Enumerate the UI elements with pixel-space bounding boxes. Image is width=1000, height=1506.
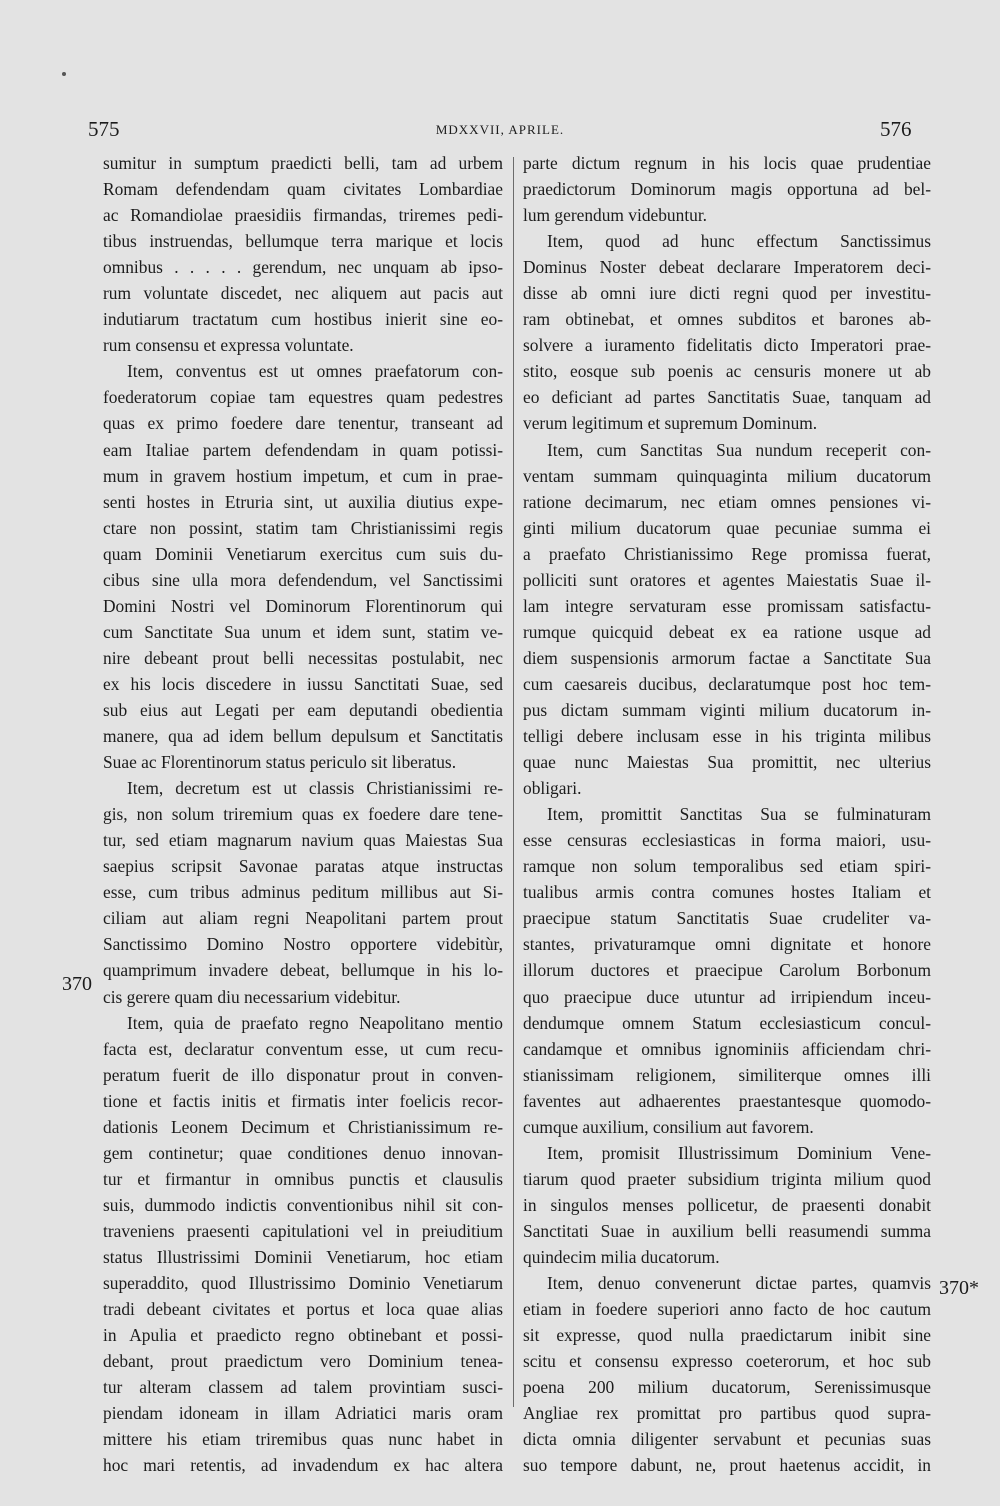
- text-line: diem suspensionis armorum factae a Sanctitate Sua: [523, 647, 931, 668]
- text-line: suis, dummodo indictis conventionibus nihil sit con-: [103, 1194, 503, 1215]
- text-line: etiam in foedere superiori anno facto de hoc cautum: [523, 1299, 931, 1320]
- text-line: candamque et omnibus ignominiis afficiendam chri-: [523, 1038, 931, 1059]
- text-line: in singulos menses pollicetur, de praesenti donabit: [523, 1194, 931, 1215]
- text-line: ventam summam quinquaginta milium ducatorum: [523, 465, 931, 486]
- text-line: sumitur in sumptum praedicti belli, tam ad urbem: [103, 153, 503, 173]
- text-line: tibus instruendas, bellumque terra marique et locis: [103, 231, 503, 252]
- text-line: solvere a iuramento fidelitatis dicto Imperatori prae-: [523, 335, 931, 356]
- text-line: dendumque omnem Statum ecclesiasticum concul-: [523, 1012, 931, 1033]
- ink-spot: [62, 72, 66, 76]
- text-line: quae nunc Maiestas Sua promittit, nec ulterius: [523, 752, 931, 773]
- text-line: Item, decretum est ut classis Christianissimi re-: [127, 778, 503, 799]
- text-line: manere, qua ad idem bellum depulsum et Sanctitatis: [103, 726, 503, 747]
- text-line: ex his locis discedere in iussu Sanctitati Suae, sed: [103, 673, 503, 694]
- text-line: quam Dominii Venetiarum exercitus cum suis du-: [103, 543, 503, 564]
- text-line: esse censuras ecclesiasticas in forma maiori, usu-: [523, 830, 931, 851]
- text-line: quamprimum invadere debeat, bellumque in his lo-: [103, 960, 503, 981]
- text-line: disse ab omni iure dicti regni quod per investitu-: [523, 283, 931, 304]
- text-line: mum in gravem hostium impetum, et cum in prae-: [103, 465, 503, 486]
- right-page-number: 576: [880, 117, 912, 141]
- running-title: MDXXVII, APRILE.: [435, 122, 565, 137]
- text-line: lum gerendum videbuntur.: [523, 205, 708, 226]
- text-line: saepius scripsit Savonae paratas atque instructas: [103, 856, 503, 877]
- text-line: tradi debeant civitates et portus et loca quae alias: [103, 1299, 503, 1320]
- text-line: cumque auxilium, consilium aut favorem.: [523, 1116, 814, 1137]
- text-line: tualibus armis contra comunes hostes Italiam et: [523, 882, 931, 903]
- text-line: eo deficiant ad partes Sanctitatis Suae, tanquam ad: [523, 387, 931, 408]
- left-page-number: 575: [88, 117, 120, 141]
- text-line: cum caesareis ducibus, declaratumque post hoc tem-: [523, 673, 931, 694]
- text-line: dationis Leonem Decimum et Christianissimum re-: [103, 1116, 503, 1137]
- text-line: facta est, declaratur conventum esse, ut cum recu-: [103, 1038, 503, 1059]
- text-line: stito, eosque sub poenis ac censuris monere ut ab: [523, 361, 931, 382]
- text-line: omnibus . . . . . gerendum, nec unquam ab ipso-: [103, 257, 503, 278]
- left-text-column: [103, 150, 503, 1478]
- text-line: Sanctissimo Domino Nostro opportere videbitùr,: [103, 934, 503, 955]
- text-line: quas ex primo foedere dare tenentur, transeant ad: [103, 413, 503, 434]
- text-line: Item, cum Sanctitas Sua nundum receperit con-: [547, 439, 931, 460]
- text-line: eam Italiae partem defendendam in quam potissi-: [103, 439, 503, 460]
- text-line: ctare non possint, statim tam Christianissimi regis: [103, 517, 503, 538]
- column-divider: [513, 157, 514, 1407]
- text-line: quindecim milia ducatorum.: [523, 1246, 720, 1267]
- text-line: praedictorum Dominorum magis opportuna ad bel-: [523, 179, 931, 200]
- text-line: ginti milium ducatorum quae pecuniae summa ei: [523, 517, 931, 538]
- text-line: ratione decimarum, nec etiam omnes pensiones vi-: [523, 491, 931, 512]
- text-line: stianissimam religionem, similiterque omnes illi: [523, 1064, 931, 1085]
- text-line: indutiarum tractatum cum hostibus inierit sine eo-: [103, 309, 503, 330]
- text-line: sit expresse, quod nulla praedictarum inibit sine: [523, 1325, 931, 1346]
- text-line: stantes, privaturamque omni dignitate et honore: [523, 934, 931, 955]
- text-line: Sanctitati Suae in auxilium belli reasumendi summa: [523, 1220, 931, 1241]
- text-line: Suae ac Florentinorum status periculo sit liberatus.: [103, 752, 457, 773]
- right-text-column: [523, 150, 931, 1478]
- text-line: lam integre servaturam esse promissam satisfactu-: [523, 595, 931, 616]
- text-line: Item, quia de praefato regno Neapolitano mentio: [127, 1012, 503, 1033]
- text-line: suo tempore dabunt, ne, prout haetenus accidit, in: [523, 1455, 931, 1476]
- text-line: cum Sanctitate Sua unum et idem sunt, statim ve-: [103, 621, 503, 642]
- text-line: Domini Nostri vel Dominorum Florentinorum qui: [103, 595, 503, 616]
- text-line: obligari.: [523, 778, 582, 799]
- text-line: in Apulia et praedicto regno obtinebant et possi-: [103, 1325, 503, 1346]
- text-line: Dominus Noster debeat declarare Imperatorem deci-: [523, 257, 931, 278]
- right-margin-number: 370*: [939, 1277, 979, 1299]
- text-line: gis, non solum triremium quas ex foedere dare tene-: [103, 804, 503, 825]
- text-line: scitu et consensu expresso coeterorum, et hoc sub: [523, 1351, 931, 1372]
- text-line: tur alteram classem ad talem provintiam susci-: [103, 1377, 503, 1398]
- text-line: tiarum quod praeter subsidium triginta milium quod: [523, 1168, 931, 1189]
- text-line: foederatorum copiae tam equestres quam pedestres: [103, 387, 503, 408]
- text-line: traveniens praesenti capitulationi vel in preiuditium: [103, 1220, 503, 1241]
- text-line: cibus sine ulla mora defendendum, vel Sanctissimi: [103, 569, 503, 590]
- left-margin-number: 370: [62, 973, 92, 995]
- text-line: superaddito, quod Illustrissimo Dominio Venetiarum: [103, 1273, 503, 1294]
- text-line: piendam idoneam in illam Adriatici maris oram: [103, 1403, 503, 1424]
- text-line: telligi debere inclusam esse in his triginta milibus: [523, 726, 931, 747]
- text-line: hoc mari retentis, ad invadendum ex hac altera: [103, 1455, 503, 1476]
- text-line: poena 200 milium ducatorum, Serenissimusque: [523, 1377, 931, 1398]
- text-line: ac Romandiolae praesidiis firmandas, triremes pedi-: [103, 205, 503, 226]
- text-line: tione et factis initis et firmatis inter foelicis recor-: [103, 1090, 503, 1111]
- text-line: Item, promisit Illustrissimum Dominium Vene-: [547, 1142, 931, 1163]
- text-line: status Illustrissimi Dominii Venetiarum, hoc etiam: [103, 1246, 503, 1267]
- text-line: gem continetur; quae conditiones denuo innovan-: [103, 1142, 503, 1163]
- text-line: polliciti sunt oratores et agentes Maiestatis Suae il-: [523, 569, 931, 590]
- text-line: ciliam aut aliam regni Neapolitani partem prout: [103, 908, 503, 929]
- text-line: faventes aut adhaerentes praestantesque quomodo-: [523, 1090, 931, 1111]
- text-line: ram obtinebat, et omnes subditos et barones ab-: [523, 309, 931, 330]
- text-line: sub eius aut Legati per eam deputandi obedientia: [103, 699, 503, 720]
- text-line: nire debeant prout belli necessitas postulabit, nec: [103, 647, 503, 668]
- text-line: Item, promittit Sanctitas Sua se fulminaturam: [547, 804, 931, 825]
- text-line: senti hostes in Etruria sint, ut auxilia diutius expe-: [103, 491, 503, 512]
- text-line: parte dictum regnum in his locis quae prudentiae: [523, 153, 931, 173]
- text-line: rumque quicquid debeat ex ea ratione usque ad: [523, 621, 931, 642]
- text-line: Item, denuo convenerunt dictae partes, quamvis: [547, 1273, 931, 1294]
- text-line: verum legitimum et supremum Dominum.: [523, 413, 818, 434]
- text-line: dicta omnia diligenter servabunt et pecunias suas: [523, 1429, 931, 1450]
- text-line: Angliae rex promittat pro partibus quod supra-: [523, 1403, 931, 1424]
- text-line: pus dictam summam viginti milium ducatorum in-: [523, 699, 931, 720]
- text-line: quo praecipue duce utuntur ad irripiendum inceu-: [523, 986, 931, 1007]
- text-line: esse, cum tribus adminus peditum millibus aut Si-: [103, 882, 503, 903]
- text-line: cis gerere quam diu necessarium videbitur.: [103, 986, 401, 1007]
- text-line: tur et firmantur in omnibus punctis et clausulis: [103, 1168, 503, 1189]
- text-line: Romam defendendam quam civitates Lombardiae: [103, 179, 503, 200]
- text-line: praecipue statum Sanctitatis Suae crudeliter va-: [523, 908, 931, 929]
- text-line: Item, quod ad hunc effectum Sanctissimus: [547, 231, 931, 252]
- text-line: rum voluntate discedet, nec aliquem aut pacis aut: [103, 283, 503, 304]
- text-line: tur, sed etiam magnarum navium quas Maiestas Sua: [103, 830, 503, 851]
- text-line: rum consensu et expressa voluntate.: [103, 335, 354, 356]
- text-line: Item, conventus est ut omnes praefatorum con-: [127, 361, 503, 382]
- text-line: a praefato Christianissimo Rege promissa fuerat,: [523, 543, 931, 564]
- text-line: debant, prout praedictum vero Dominium tenea-: [103, 1351, 503, 1372]
- text-line: peratum fuerit de illo disponatur prout in conven-: [103, 1064, 503, 1085]
- text-line: mittere his etiam triremibus quas nunc habet in: [103, 1429, 503, 1450]
- text-line: illorum ductores et praecipue Carolum Borbonum: [523, 960, 931, 981]
- text-line: ramque non solum temporalibus sed etiam spiri-: [523, 856, 931, 877]
